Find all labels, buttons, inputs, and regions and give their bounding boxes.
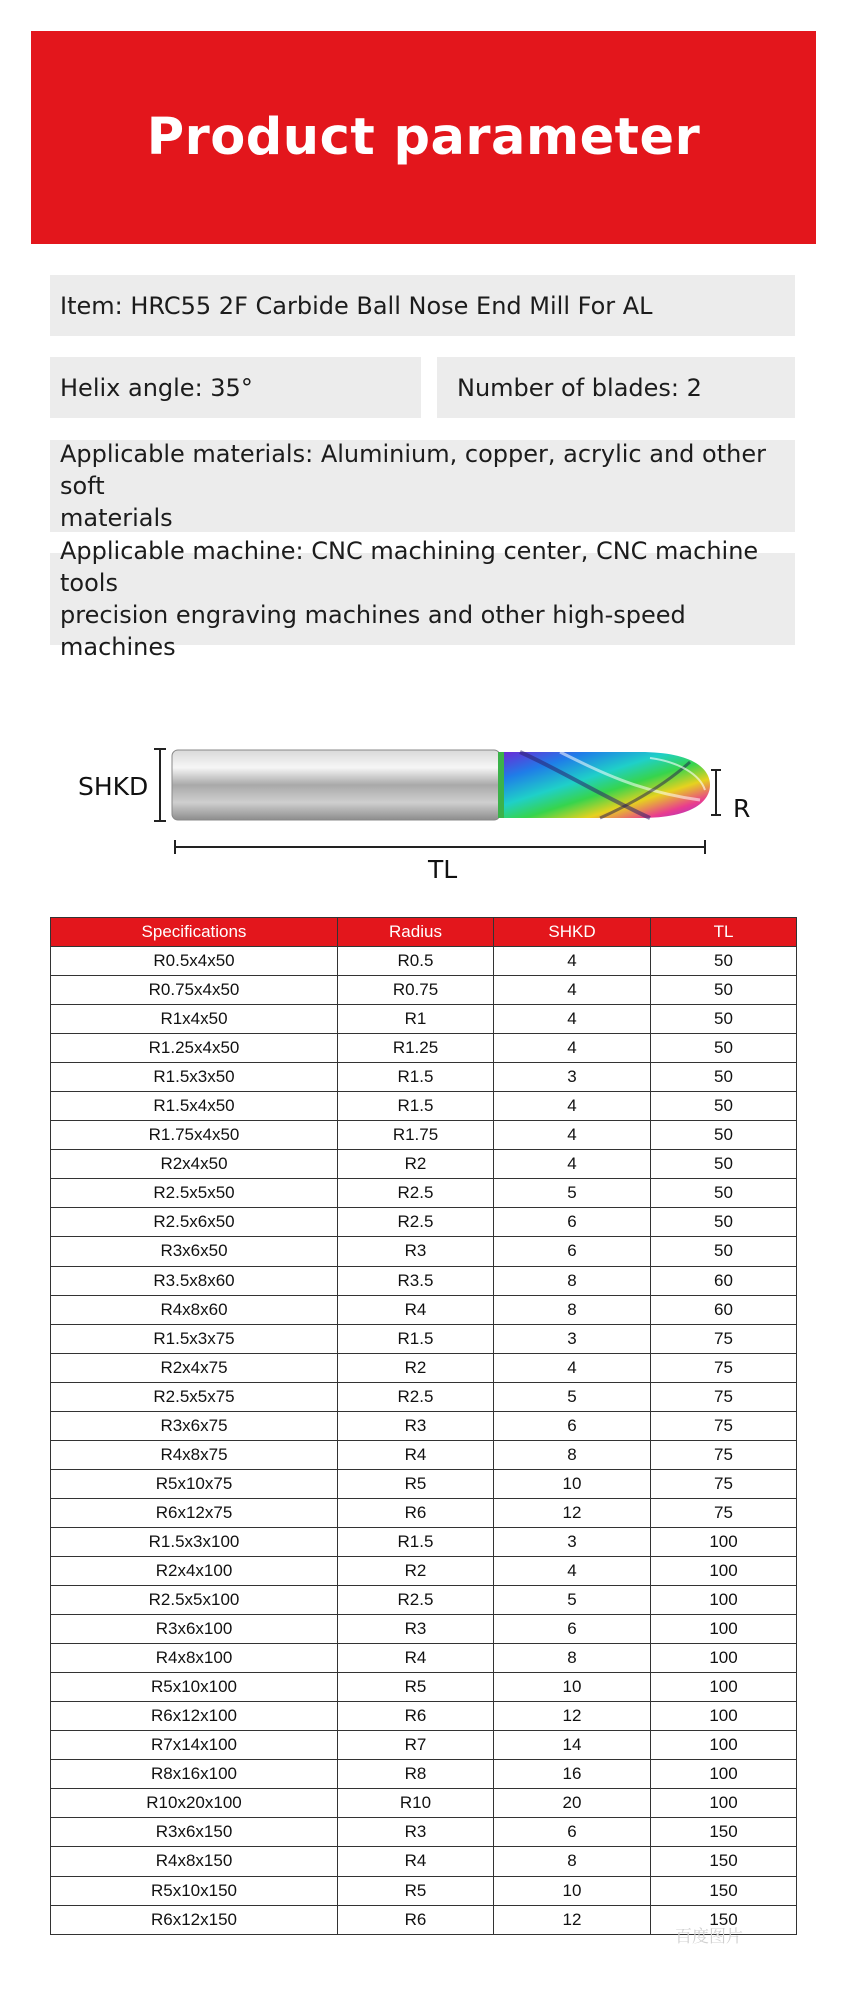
- cell-shkd: 3: [494, 1063, 651, 1092]
- cell-tl: 75: [651, 1411, 797, 1440]
- cell-radius: R2.5: [338, 1382, 494, 1411]
- cell-radius: R5: [338, 1673, 494, 1702]
- radius-label: R: [733, 794, 751, 823]
- table-row: [51, 1527, 797, 1556]
- cell-shkd: 4: [494, 1353, 651, 1382]
- cell-radius: R1.5: [338, 1092, 494, 1121]
- cell-shkd: 6: [494, 1208, 651, 1237]
- cell-shkd: 4: [494, 1556, 651, 1585]
- cell-radius: R1.5: [338, 1527, 494, 1556]
- cell-tl: 50: [651, 1208, 797, 1237]
- item-box: [50, 275, 795, 336]
- cell-tl: 50: [651, 1237, 797, 1266]
- cell-tl: 75: [651, 1498, 797, 1527]
- materials-text-line2: materials: [60, 504, 173, 532]
- table-header-row: [51, 918, 797, 947]
- cell-specification: R1.25x4x50: [51, 1034, 338, 1063]
- cell-shkd: 10: [494, 1469, 651, 1498]
- table-body: [51, 947, 797, 1935]
- cell-radius: R10: [338, 1789, 494, 1818]
- cell-tl: 50: [651, 947, 797, 976]
- cell-radius: R2.5: [338, 1179, 494, 1208]
- table-row: [51, 1615, 797, 1644]
- item-text: Item: HRC55 2F Carbide Ball Nose End Mill For AL: [60, 291, 653, 320]
- cell-radius: R5: [338, 1469, 494, 1498]
- cell-radius: R4: [338, 1847, 494, 1876]
- cell-tl: 50: [651, 1092, 797, 1121]
- cell-radius: R4: [338, 1644, 494, 1673]
- table-row: [51, 1208, 797, 1237]
- table-row: [51, 1440, 797, 1469]
- cell-tl: 75: [651, 1469, 797, 1498]
- cell-tl: 100: [651, 1673, 797, 1702]
- table-row: [51, 1876, 797, 1905]
- table-row: [51, 1498, 797, 1527]
- cell-tl: 75: [651, 1324, 797, 1353]
- cell-radius: R0.5: [338, 947, 494, 976]
- cell-radius: R2.5: [338, 1208, 494, 1237]
- cell-specification: R6x12x150: [51, 1905, 338, 1934]
- cell-shkd: 8: [494, 1847, 651, 1876]
- page-title: Product parameter: [146, 108, 701, 167]
- shank-body: [172, 750, 500, 820]
- cell-shkd: 8: [494, 1644, 651, 1673]
- helix-angle-box: [50, 357, 421, 418]
- cell-specification: R1.75x4x50: [51, 1121, 338, 1150]
- table-row: [51, 1092, 797, 1121]
- cell-specification: R4x8x100: [51, 1644, 338, 1673]
- cell-shkd: 16: [494, 1760, 651, 1789]
- cell-specification: R5x10x150: [51, 1876, 338, 1905]
- cell-specification: R1.5x3x75: [51, 1324, 338, 1353]
- cell-tl: 100: [651, 1760, 797, 1789]
- cell-tl: 150: [651, 1818, 797, 1847]
- cell-shkd: 3: [494, 1324, 651, 1353]
- machine-text-line1: Applicable machine: CNC machining center, CNC machine tools: [60, 537, 759, 597]
- cell-specification: R1.5x4x50: [51, 1092, 338, 1121]
- cell-shkd: 4: [494, 947, 651, 976]
- cell-shkd: 4: [494, 1121, 651, 1150]
- cell-specification: R2x4x75: [51, 1353, 338, 1382]
- table-row: [51, 1702, 797, 1731]
- cell-tl: 75: [651, 1353, 797, 1382]
- table-row: [51, 1818, 797, 1847]
- fluted-head: [504, 752, 710, 818]
- cell-radius: R3: [338, 1411, 494, 1440]
- tool-diagram: [0, 700, 845, 884]
- header-banner: [31, 31, 816, 244]
- cell-tl: 100: [651, 1789, 797, 1818]
- table-row: [51, 1121, 797, 1150]
- cell-specification: R4x8x75: [51, 1440, 338, 1469]
- cell-radius: R1.75: [338, 1121, 494, 1150]
- cell-shkd: 6: [494, 1411, 651, 1440]
- cell-tl: 100: [651, 1615, 797, 1644]
- cell-tl: 50: [651, 1005, 797, 1034]
- cell-shkd: 8: [494, 1266, 651, 1295]
- cell-tl: 60: [651, 1266, 797, 1295]
- cell-radius: R1.5: [338, 1324, 494, 1353]
- cell-specification: R0.5x4x50: [51, 947, 338, 976]
- table-row: [51, 1673, 797, 1702]
- blades-box: [437, 357, 795, 418]
- watermark-text: 百度图片: [675, 1927, 743, 1947]
- shank-label: SHKD: [78, 772, 149, 801]
- table-row: [51, 1382, 797, 1411]
- cell-tl: 100: [651, 1556, 797, 1585]
- table-row: [51, 1789, 797, 1818]
- cell-specification: R3x6x150: [51, 1818, 338, 1847]
- cell-tl: 50: [651, 1034, 797, 1063]
- table-row: [51, 1063, 797, 1092]
- table-row: [51, 1179, 797, 1208]
- cell-specification: R4x8x60: [51, 1295, 338, 1324]
- table-row: [51, 976, 797, 1005]
- cell-radius: R2: [338, 1556, 494, 1585]
- cell-specification: R0.75x4x50: [51, 976, 338, 1005]
- materials-box: [50, 440, 795, 532]
- header-tl: TL: [651, 918, 797, 947]
- materials-text-line1: Applicable materials: Aluminium, copper, acrylic and other soft: [60, 440, 766, 500]
- cell-shkd: 6: [494, 1818, 651, 1847]
- cell-specification: R2.5x6x50: [51, 1208, 338, 1237]
- cell-specification: R2x4x100: [51, 1556, 338, 1585]
- table-row: [51, 1266, 797, 1295]
- cell-shkd: 5: [494, 1586, 651, 1615]
- cell-shkd: 8: [494, 1440, 651, 1469]
- cell-shkd: 4: [494, 1092, 651, 1121]
- cell-shkd: 10: [494, 1876, 651, 1905]
- table-row: [51, 1556, 797, 1585]
- cell-tl: 50: [651, 1121, 797, 1150]
- cell-tl: 60: [651, 1295, 797, 1324]
- cell-specification: R10x20x100: [51, 1789, 338, 1818]
- cell-tl: 100: [651, 1527, 797, 1556]
- table-row: [51, 1586, 797, 1615]
- cell-radius: R3: [338, 1818, 494, 1847]
- cell-tl: 50: [651, 1179, 797, 1208]
- table-row: [51, 1760, 797, 1789]
- cell-specification: R6x12x100: [51, 1702, 338, 1731]
- cell-radius: R0.75: [338, 976, 494, 1005]
- cell-tl: 150: [651, 1847, 797, 1876]
- cell-radius: R2: [338, 1353, 494, 1382]
- cell-shkd: 10: [494, 1673, 651, 1702]
- cell-specification: R1x4x50: [51, 1005, 338, 1034]
- cell-shkd: 6: [494, 1237, 651, 1266]
- cell-tl: 50: [651, 976, 797, 1005]
- table-row: [51, 1005, 797, 1034]
- cell-specification: R5x10x75: [51, 1469, 338, 1498]
- cell-specification: R1.5x3x100: [51, 1527, 338, 1556]
- table-row: [51, 1644, 797, 1673]
- table-row: [51, 1324, 797, 1353]
- cell-tl: 50: [651, 1150, 797, 1179]
- cell-shkd: 14: [494, 1731, 651, 1760]
- cell-radius: R6: [338, 1702, 494, 1731]
- cell-specification: R4x8x150: [51, 1847, 338, 1876]
- cell-shkd: 4: [494, 1034, 651, 1063]
- cell-specification: R7x14x100: [51, 1731, 338, 1760]
- cell-tl: 150: [651, 1905, 797, 1934]
- table-row: [51, 1295, 797, 1324]
- helix-angle-text: Helix angle: 35°: [60, 373, 253, 402]
- table-row: [51, 1150, 797, 1179]
- cell-shkd: 4: [494, 1005, 651, 1034]
- header-shkd: SHKD: [494, 918, 651, 947]
- cell-radius: R4: [338, 1440, 494, 1469]
- header-radius: Radius: [338, 918, 494, 947]
- table-row: [51, 1469, 797, 1498]
- specifications-table: [50, 917, 797, 1935]
- blades-text: Number of blades: 2: [457, 373, 702, 402]
- cell-tl: 100: [651, 1702, 797, 1731]
- cell-specification: R3x6x100: [51, 1615, 338, 1644]
- cell-radius: R1.25: [338, 1034, 494, 1063]
- cell-radius: R3.5: [338, 1266, 494, 1295]
- cell-shkd: 12: [494, 1498, 651, 1527]
- cell-shkd: 20: [494, 1789, 651, 1818]
- cell-radius: R6: [338, 1498, 494, 1527]
- cell-specification: R2.5x5x50: [51, 1179, 338, 1208]
- cell-radius: R3: [338, 1615, 494, 1644]
- table-row: [51, 1237, 797, 1266]
- cell-specification: R2.5x5x75: [51, 1382, 338, 1411]
- cell-radius: R1: [338, 1005, 494, 1034]
- cell-shkd: 3: [494, 1527, 651, 1556]
- cell-specification: R8x16x100: [51, 1760, 338, 1789]
- cell-radius: R4: [338, 1295, 494, 1324]
- cell-tl: 100: [651, 1586, 797, 1615]
- cell-tl: 50: [651, 1063, 797, 1092]
- machine-text-line2: precision engraving machines and other high-speed machines: [60, 601, 686, 661]
- cell-specification: R6x12x75: [51, 1498, 338, 1527]
- machine-box: [50, 537, 795, 661]
- cell-shkd: 4: [494, 976, 651, 1005]
- cell-radius: R2: [338, 1150, 494, 1179]
- cell-tl: 100: [651, 1731, 797, 1760]
- cell-specification: R3.5x8x60: [51, 1266, 338, 1295]
- cell-specification: R2x4x50: [51, 1150, 338, 1179]
- cell-shkd: 5: [494, 1382, 651, 1411]
- cell-tl: 75: [651, 1382, 797, 1411]
- table-row: [51, 1353, 797, 1382]
- cell-radius: R3: [338, 1237, 494, 1266]
- cell-tl: 150: [651, 1876, 797, 1905]
- cell-radius: R2.5: [338, 1586, 494, 1615]
- cell-radius: R1.5: [338, 1063, 494, 1092]
- table-row: [51, 947, 797, 976]
- cell-specification: R5x10x100: [51, 1673, 338, 1702]
- cell-shkd: 8: [494, 1295, 651, 1324]
- length-label: TL: [428, 855, 458, 884]
- cell-radius: R7: [338, 1731, 494, 1760]
- cell-radius: R6: [338, 1905, 494, 1934]
- cell-shkd: 12: [494, 1905, 651, 1934]
- cell-specification: R2.5x5x100: [51, 1586, 338, 1615]
- cell-tl: 100: [651, 1644, 797, 1673]
- table-row: [51, 1411, 797, 1440]
- cell-specification: R3x6x75: [51, 1411, 338, 1440]
- header-specifications: Specifications: [51, 918, 338, 947]
- cell-specification: R3x6x50: [51, 1237, 338, 1266]
- table-row: [51, 1034, 797, 1063]
- cell-shkd: 4: [494, 1150, 651, 1179]
- cell-radius: R8: [338, 1760, 494, 1789]
- table-row: [51, 1731, 797, 1760]
- cell-shkd: 12: [494, 1702, 651, 1731]
- table-row: [51, 1847, 797, 1876]
- cell-shkd: 6: [494, 1615, 651, 1644]
- cell-shkd: 5: [494, 1179, 651, 1208]
- cell-radius: R5: [338, 1876, 494, 1905]
- cell-specification: R1.5x3x50: [51, 1063, 338, 1092]
- cell-tl: 75: [651, 1440, 797, 1469]
